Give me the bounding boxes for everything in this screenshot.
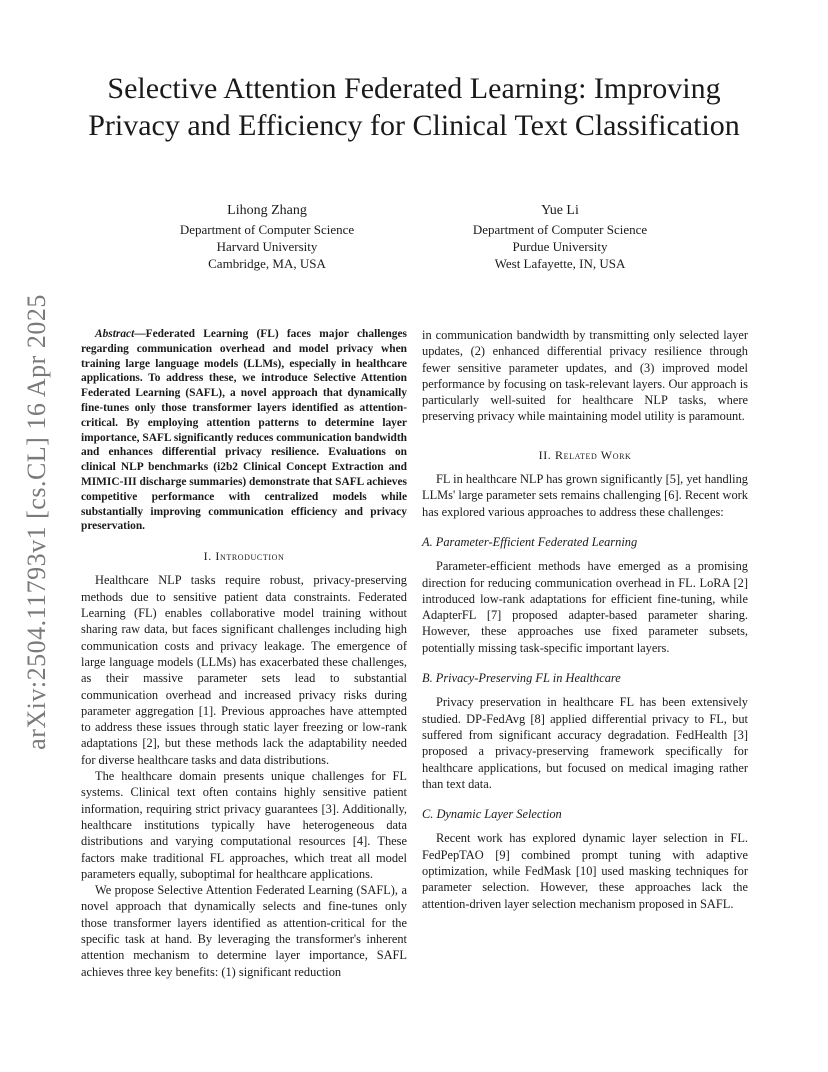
subsection-heading: A. Parameter-Efficient Federated Learning [422,534,638,549]
subsection-paragraph: Recent work has explored dynamic layer selection in FL. FedPepTAO [9] combined prompt tuning with adaptive optimization, while FedMask [10] used masking techniques for parameter selection. However, these approaches lack the attention-driven layer selection mechanism proposed in SAFL. [422,831,748,911]
author-name: Lihong Zhang [227,203,307,218]
author-univ: Purdue University [512,239,608,254]
intro-paragraph: We propose Selective Attention Federated Learning (SAFL), a novel approach that dynamically selects and fine-tunes only those transformer layers identified as attention-critical for the specific task at hand. By leveraging the transformer's inherent attention mechanism to determine layer importance, SAFL achieves three key benefits: (1) significant reduction [81,883,407,979]
intro-paragraph-continued: in communication bandwidth by transmitting only selected layer updates, (2) enhanced differential privacy resilience through fewer sensitive parameter updates, and (3) improved model performance by focusing on task-relevant layers. Our approach is particularly well-suited for healthcare NLP tasks, where preserving privacy while maintaining model utility is paramount. [422,328,748,424]
author-location: West Lafayette, IN, USA [494,256,626,271]
intro-paragraph: Healthcare NLP tasks require robust, privacy-preserving methods due to sensitive patient data constraints. Federated Learning (FL) enables collaborative model training without sharing raw data, but faces significant challenges including high communication costs and privacy leakage. The emergence of large language models (LLMs) has exacerbated these challenges, as their massive parameter sets lead to substantial communication overhead and increased privacy risks during parameter aggregation [1]. Previous approaches have attempted to address these issues through static layer freezing or low-rank adaptations [2], but these methods lack the adaptability needed for diverse healthcare tasks and data distributions. [81,573,407,767]
paper-title: Selective Attention Federated Learning: Improving Privacy and Efficiency for Clinical Text Classification [88,72,740,142]
arxiv-sidebar [14,285,60,760]
subsection-heading: C. Dynamic Layer Selection [422,807,562,822]
abstract-lead: Abstract [95,328,135,340]
related-paragraph: FL in healthcare NLP has grown significantly [5], yet handling LLMs' large parameter sets remains challenging [6]. Recent work has explored various approaches to address these challenges: [422,472,748,519]
author-dept: Department of Computer Science [472,222,648,237]
author-block [455,202,665,272]
section-heading-related-work: II. Related Work [538,447,632,462]
intro-paragraph: The healthcare domain presents unique challenges for FL systems. Clinical text often contains highly sensitive patient information, requiring strict privacy guarantees [3]. Additionally, healthcare institutions typically have heterogeneous data distributions and varying computational resources [4]. These factors make traditional FL approaches, which treat all model parameters equally, suboptimal for healthcare applications. [81,769,407,881]
arxiv-id: arXiv:2504.11793v1 [cs.CL] 16 Apr 2025 [22,294,51,750]
author-dept: Department of Computer Science [179,222,355,237]
author-name: Yue Li [541,203,579,218]
right-column [422,327,748,912]
author-block [162,202,372,272]
author-location: Cambridge, MA, USA [208,256,326,271]
subsection-paragraph: Privacy preservation in healthcare FL has been extensively studied. DP-FedAvg [8] applied differential privacy to FL, but suffered from significant accuracy degradation. FedHealth [3] proposed a privacy-preserving framework specifically for healthcare applications, but focused on medical imaging rather than text data. [422,695,748,791]
author-univ: Harvard University [216,239,318,254]
abstract-text: —Federated Learning (FL) faces major challenges regarding communication overhead and model privacy when training large language models (LLMs), especially in healthcare applications. To address these, we introduce Selective Attention Federated Learning (SAFL), a novel approach that dynamically fine-tunes only those transformer layers identified as attention-critical. By employing attention patterns to determine layer importance, SAFL significantly reduces communication bandwidth and enhances differential privacy resilience. Evaluations on clinical NLP benchmarks (i2b2 Clinical Concept Extraction and MIMIC-III discharge summaries) demonstrate that SAFL achieves competitive performance with centralized models while substantially improving communication efficiency and privacy preservation. [81,328,407,533]
section-heading-introduction: I. Introduction [203,549,285,564]
left-column [81,327,407,980]
subsection-paragraph: Parameter-efficient methods have emerged as a promising direction for reducing communication overhead in FL. LoRA [2] introduced low-rank adaptations for efficient fine-tuning, while AdapterFL [7] proposed adapter-based parameter sharing. However, these approaches use fixed parameter subsets, potentially missing task-specific important layers. [422,559,748,655]
subsection-heading: B. Privacy-Preserving FL in Healthcare [422,671,621,686]
abstract [81,327,407,534]
